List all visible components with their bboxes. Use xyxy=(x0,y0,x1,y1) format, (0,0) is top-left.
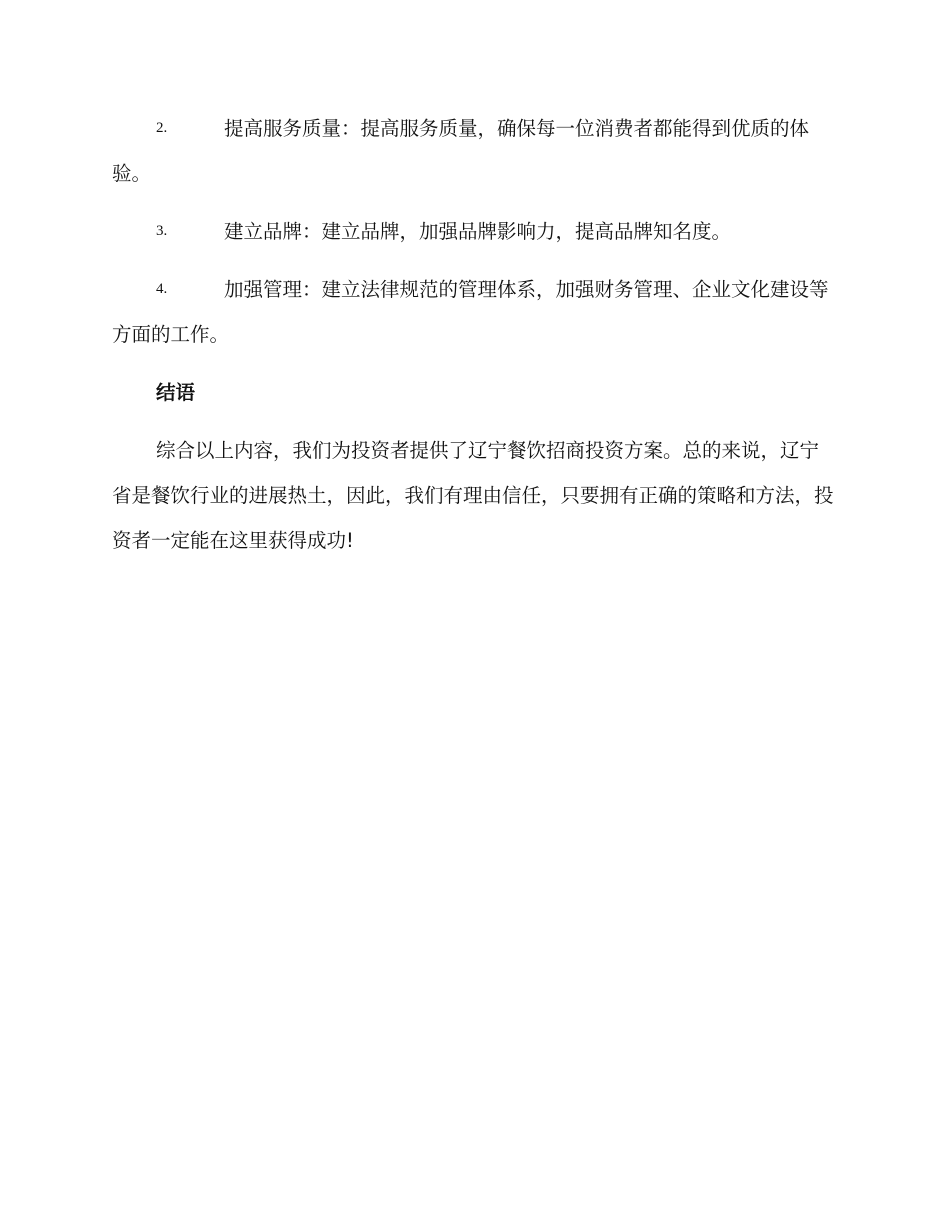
list-item xyxy=(112,267,836,357)
list-item-number: 2. xyxy=(156,120,168,136)
list-item-text: 加强管理：建立法律规范的管理体系，加强财务管理、企业文化建设等方面的工作。 xyxy=(112,278,829,346)
conclusion-paragraph: 综合以上内容，我们为投资者提供了辽宁餐饮招商投资方案。总的来说，辽宁省是餐饮行业的进展热土，因此，我们有理由信任，只要拥有正确的策略和方法，投资者一定能在这里获得成功! xyxy=(112,439,834,552)
list-item-text: 提高服务质量：提高服务质量，确保每一位消费者都能得到优质的体验。 xyxy=(112,117,810,185)
conclusion-heading: 结语 xyxy=(156,381,196,404)
list-item-text: 建立品牌：建立品牌，加强品牌影响力，提高品牌知名度。 xyxy=(224,220,732,243)
list-item xyxy=(112,106,836,196)
document-body xyxy=(112,106,836,563)
list-item-number: 4. xyxy=(156,281,168,297)
list-item-number: 3. xyxy=(156,223,168,239)
list-item xyxy=(112,209,836,254)
